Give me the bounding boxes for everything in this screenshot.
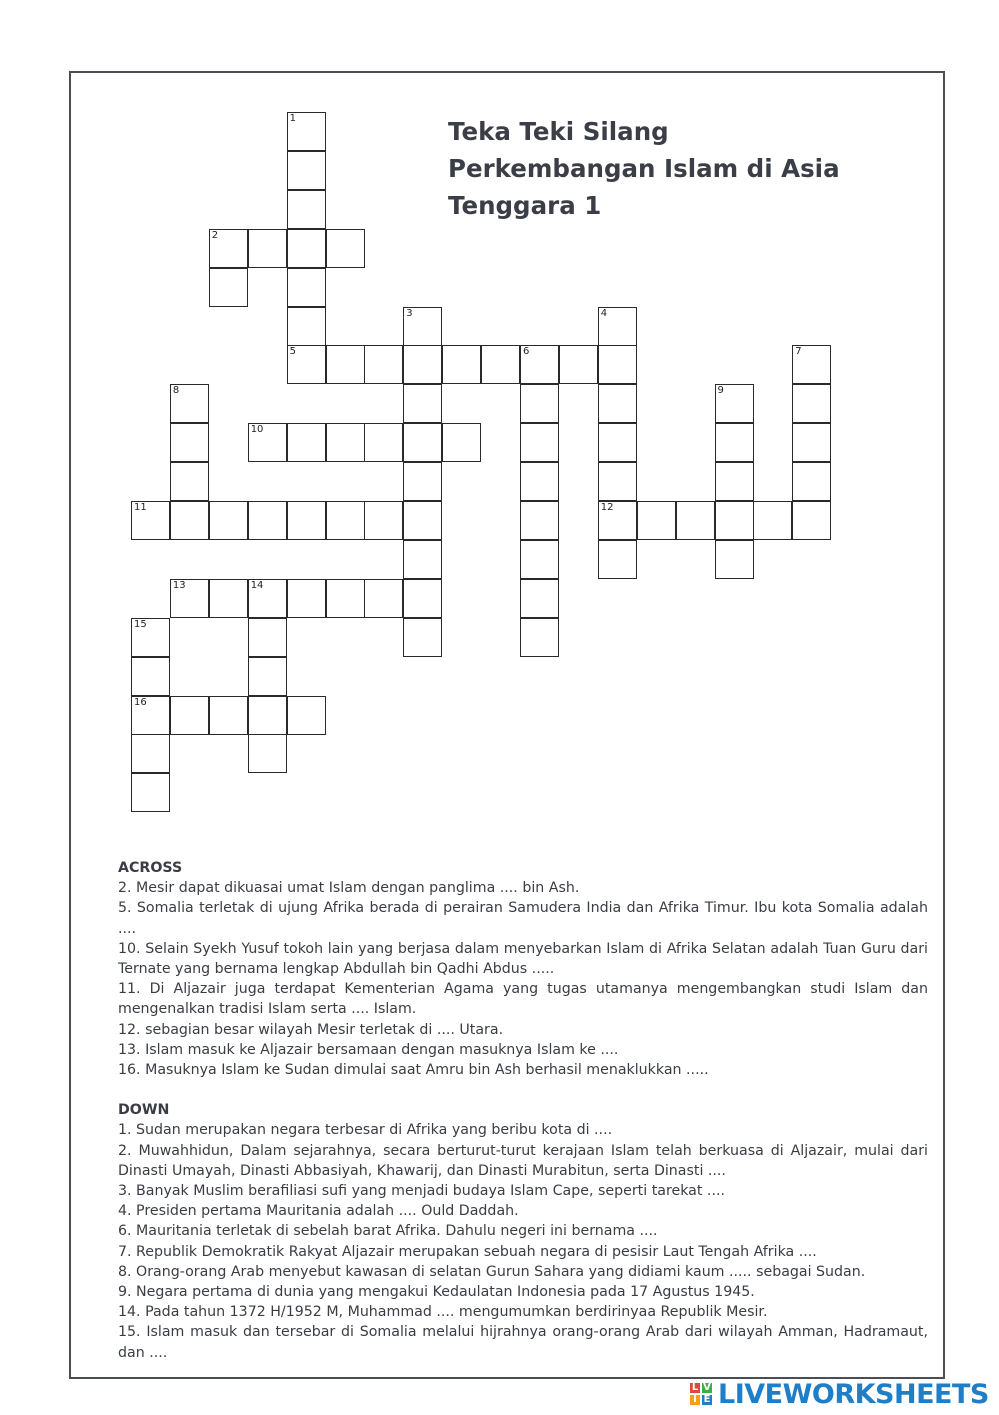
crossword-cell[interactable] xyxy=(520,462,559,501)
crossword-cell[interactable] xyxy=(792,384,831,423)
crossword-cell[interactable] xyxy=(364,345,403,384)
crossword-cell[interactable] xyxy=(715,423,754,462)
clue-down-6: 6. Mauritania terletak di sebelah barat Afrika. Dahulu negeri ini bernama .... xyxy=(118,1223,658,1240)
crossword-cell[interactable] xyxy=(209,579,248,618)
title-line-2: Perkembangan Islam di Asia xyxy=(448,154,840,183)
crossword-cell[interactable] xyxy=(248,618,287,657)
across-clue-list xyxy=(118,878,928,1080)
clue-across-5: 5. Somalia terletak di ujung Afrika berada di perairan Samudera India dan Afrika Timur. Ibu kota Somalia adalah .... xyxy=(118,900,928,937)
crossword-cell[interactable] xyxy=(248,734,287,773)
crossword-cell[interactable] xyxy=(287,268,326,307)
crossword-cell[interactable] xyxy=(637,501,676,540)
crossword-cell[interactable] xyxy=(442,345,481,384)
crossword-cell[interactable] xyxy=(715,462,754,501)
crossword-cell[interactable] xyxy=(715,540,754,579)
crossword-cell[interactable] xyxy=(403,384,442,423)
crossword-cell[interactable] xyxy=(170,501,209,540)
crossword-cell[interactable] xyxy=(131,657,170,696)
crossword-cell[interactable] xyxy=(248,423,287,462)
title-line-1: Teka Teki Silang xyxy=(448,117,669,146)
crossword-cell[interactable] xyxy=(364,579,403,618)
clue-number: 1 xyxy=(289,113,296,124)
clue-down-9: 9. Negara pertama di dunia yang mengakui Kedaulatan Indonesia pada 17 Agustus 1945. xyxy=(118,1284,755,1301)
crossword-cell[interactable] xyxy=(715,501,754,540)
crossword-cell[interactable] xyxy=(792,345,831,384)
crossword-cell[interactable] xyxy=(209,268,248,307)
crossword-cell[interactable] xyxy=(287,190,326,229)
down-heading: DOWN xyxy=(118,1102,170,1119)
clue-number: 16 xyxy=(134,696,147,708)
clue-number: 8 xyxy=(172,385,180,397)
crossword-cell[interactable] xyxy=(598,462,637,501)
crossword-cell[interactable] xyxy=(598,307,637,346)
clue-number: 5 xyxy=(289,346,296,358)
clues-section xyxy=(118,858,928,1363)
down-clue-list xyxy=(118,1120,928,1362)
logo-text: LIVEWORKSHEETS xyxy=(718,1378,989,1410)
crossword-cell[interactable] xyxy=(598,423,637,462)
crossword-cell[interactable] xyxy=(403,618,442,657)
crossword-cell[interactable] xyxy=(287,501,326,540)
crossword-cell[interactable] xyxy=(598,384,637,423)
crossword-cell[interactable] xyxy=(248,696,287,735)
crossword-cell[interactable] xyxy=(287,696,326,735)
crossword-cell[interactable] xyxy=(520,345,559,384)
crossword-cell[interactable] xyxy=(131,501,170,540)
clue-across-13: 13. Islam masuk ke Aljazair bersamaan dengan masuknya Islam ke .... xyxy=(118,1041,619,1058)
clue-down-8: 8. Orang-orang Arab menyebut kawasan di selatan Gurun Sahara yang didiami kaum ..... sebagai Sudan. xyxy=(118,1263,866,1280)
clue-number: 13 xyxy=(172,579,186,591)
logo-icon-letter-v: V xyxy=(703,1382,711,1393)
clue-number: 12 xyxy=(600,502,614,513)
crossword-cell[interactable] xyxy=(170,462,209,501)
crossword-cell[interactable] xyxy=(442,423,481,462)
crossword-cell[interactable] xyxy=(403,579,442,618)
title-line-3: Tenggara 1 xyxy=(448,191,602,220)
crossword-cell[interactable] xyxy=(403,540,442,579)
crossword-cell[interactable] xyxy=(170,696,209,735)
crossword-cell[interactable] xyxy=(248,501,287,540)
liveworksheets-logo-icon xyxy=(690,1380,716,1408)
crossword-cell[interactable] xyxy=(287,579,326,618)
crossword-cell[interactable] xyxy=(209,696,248,735)
clue-number: 10 xyxy=(250,424,264,436)
crossword-cell[interactable] xyxy=(403,423,442,462)
crossword-cell[interactable] xyxy=(403,462,442,501)
crossword-cell[interactable] xyxy=(287,229,326,268)
clue-number: 9 xyxy=(717,385,724,397)
crossword-cell[interactable] xyxy=(131,773,170,812)
crossword-cell[interactable] xyxy=(559,345,598,384)
crossword-cell[interactable] xyxy=(248,229,287,268)
crossword-cell[interactable] xyxy=(326,345,365,384)
across-heading: ACROSS xyxy=(118,860,183,876)
crossword-cell[interactable] xyxy=(287,112,326,151)
crossword-cell[interactable] xyxy=(676,501,715,540)
crossword-cell[interactable] xyxy=(209,229,248,268)
crossword-cell[interactable] xyxy=(403,307,442,346)
crossword-cell[interactable] xyxy=(792,501,831,540)
crossword-cell[interactable] xyxy=(170,579,209,618)
crossword-cell[interactable] xyxy=(248,657,287,696)
clue-down-1: 1. Sudan merupakan negara terbesar di Afrika yang beribu kota di .... xyxy=(118,1122,613,1139)
logo-icon-letter-e: E xyxy=(703,1394,711,1405)
clue-number: 7 xyxy=(795,346,802,358)
clue-down-14: 14. Pada tahun 1372 H/1952 M, Muhammad .... mengumumkan berdirinyaa Republik Mesir. xyxy=(118,1304,768,1321)
crossword-cell[interactable] xyxy=(598,540,637,579)
crossword-cell[interactable] xyxy=(170,423,209,462)
crossword-cell[interactable] xyxy=(287,151,326,190)
crossword-cell[interactable] xyxy=(792,423,831,462)
crossword-cell[interactable] xyxy=(209,501,248,540)
clue-number: 14 xyxy=(250,579,264,591)
clue-across-12: 12. sebagian besar wilayah Mesir terletak di .... Utara. xyxy=(118,1021,504,1038)
logo-icon-letter-i: I xyxy=(690,1395,700,1405)
crossword-cell[interactable] xyxy=(403,501,442,540)
crossword-cell[interactable] xyxy=(248,579,287,618)
crossword-cell[interactable] xyxy=(598,501,637,540)
crossword-cell[interactable] xyxy=(131,734,170,773)
clue-down-3: 3. Banyak Muslim berafiliasi sufi yang menjadi budaya Islam Cape, seperti tarekat .... xyxy=(118,1183,725,1200)
clue-across-16: 16. Masuknya Islam ke Sudan dimulai saat Amru bin Ash berhasil menaklukkan ..... xyxy=(118,1062,709,1079)
clue-down-2: 2. Muwahhidun, Dalam sejarahnya, secara berturut-turut kerajaan Islam telah berkuasa di Aljazair, mulai dari Dinasti Umayah, Dinasti Abbasiyah, Khawarij, dan Dinasti Murabitun, serta Dinasti .... xyxy=(118,1142,928,1179)
clue-number: 6 xyxy=(523,346,530,358)
clue-across-2: 2. Mesir dapat dikuasai umat Islam dengan panglima .... bin Ash. xyxy=(118,880,580,897)
crossword-cell[interactable] xyxy=(753,501,792,540)
crossword-cell[interactable] xyxy=(520,618,559,657)
crossword-cell[interactable] xyxy=(287,307,326,346)
crossword-cell[interactable] xyxy=(598,345,637,384)
crossword-cell[interactable] xyxy=(287,423,326,462)
crossword-cell[interactable] xyxy=(520,423,559,462)
crossword-cell[interactable] xyxy=(481,345,520,384)
crossword-cell[interactable] xyxy=(326,423,365,462)
clue-number: 15 xyxy=(134,618,147,630)
clue-number: 11 xyxy=(134,502,147,513)
liveworksheets-logo xyxy=(690,1376,989,1412)
crossword-cell[interactable] xyxy=(520,384,559,423)
clue-number: 3 xyxy=(406,307,413,319)
crossword-cell[interactable] xyxy=(520,501,559,540)
clue-down-15: 15. Islam masuk dan tersebar di Somalia melalui hijrahnya orang-orang Arab dari wilayah Amman, Hadramaut, dan .... xyxy=(118,1324,928,1361)
crossword-cell[interactable] xyxy=(520,540,559,579)
crossword-cell[interactable] xyxy=(520,579,559,618)
crossword-cell[interactable] xyxy=(326,579,365,618)
crossword-cell[interactable] xyxy=(326,501,365,540)
crossword-cell[interactable] xyxy=(792,462,831,501)
crossword-cell[interactable] xyxy=(364,501,403,540)
crossword-cell[interactable] xyxy=(403,345,442,384)
crossword-cell[interactable] xyxy=(131,696,170,735)
logo-icon-letter-l: L xyxy=(691,1382,699,1393)
crossword-cell[interactable] xyxy=(715,384,754,423)
clue-number: 2 xyxy=(211,229,219,241)
clue-number: 4 xyxy=(600,307,608,319)
crossword-cell[interactable] xyxy=(326,229,365,268)
clue-down-7: 7. Republik Demokratik Rakyat Aljazair merupakan sebuah negara di pesisir Laut Tengah Afrika .... xyxy=(118,1243,817,1260)
crossword-cell[interactable] xyxy=(364,423,403,462)
crossword-cell[interactable] xyxy=(131,618,170,657)
clue-across-10: 10. Selain Syekh Yusuf tokoh lain yang berjasa dalam menyebarkan Islam di Afrika Selatan adalah Tuan Guru dari Ternate yang bernama lengkap Abdullah bin Qadhi Abdus ..... xyxy=(118,940,928,978)
crossword-cell[interactable] xyxy=(170,384,209,423)
crossword-cell[interactable] xyxy=(287,345,326,384)
clue-down-4: 4. Presiden pertama Mauritania adalah .... Ould Daddah. xyxy=(118,1203,519,1220)
page-title xyxy=(448,113,918,224)
clue-across-11: 11. Di Aljazair juga terdapat Kementerian Agama yang tugas utamanya mengembangkan studi Islam dan mengenalkan tradisi Islam serta .... Islam. xyxy=(118,981,928,1018)
